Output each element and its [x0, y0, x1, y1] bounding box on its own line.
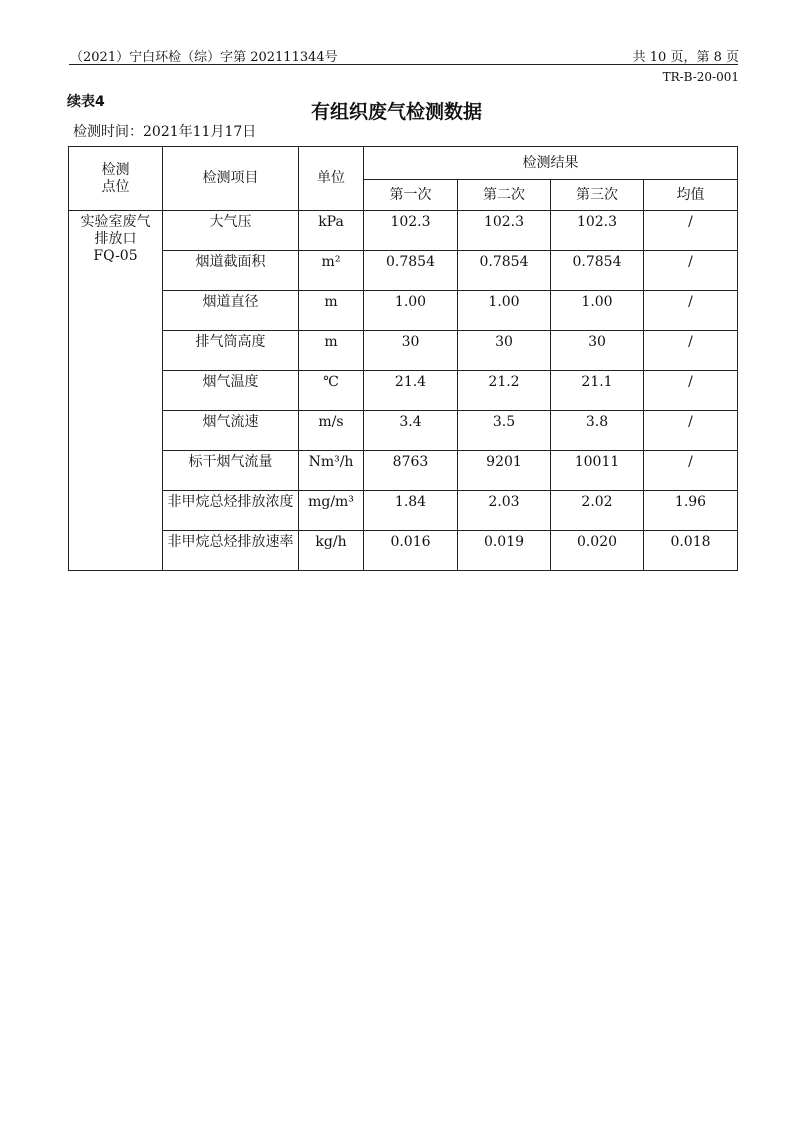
value-cell: 102.3	[551, 211, 644, 251]
item-cell: 排气筒高度	[163, 331, 299, 371]
value-cell: 0.019	[458, 531, 551, 571]
value-cell: 0.7854	[458, 251, 551, 291]
value-cell: 30	[458, 331, 551, 371]
value-cell: 3.8	[551, 411, 644, 451]
table-row	[69, 211, 738, 251]
average-cell: 1.96	[644, 491, 738, 531]
value-cell: 0.016	[364, 531, 458, 571]
value-cell: 102.3	[364, 211, 458, 251]
value-cell: 8763	[364, 451, 458, 491]
value-cell: 0.7854	[551, 251, 644, 291]
location-cell: 实验室废气 排放口 FQ-05	[69, 211, 163, 571]
table-row	[69, 491, 738, 531]
item-cell: 烟道直径	[163, 291, 299, 331]
value-cell: 1.00	[551, 291, 644, 331]
page-info: 共 10 页，第 8 页	[632, 50, 739, 65]
average-cell: /	[644, 211, 738, 251]
value-cell: 21.1	[551, 371, 644, 411]
value-cell: 30	[364, 331, 458, 371]
unit-cell: Nm³/h	[299, 451, 364, 491]
value-cell: 9201	[458, 451, 551, 491]
header-item: 检测项目	[163, 147, 299, 211]
header-location: 检测 点位	[69, 147, 163, 211]
average-cell: /	[644, 331, 738, 371]
test-date: 检测时间：2021年11月17日	[73, 124, 257, 140]
value-cell: 1.00	[458, 291, 551, 331]
value-cell: 30	[551, 331, 644, 371]
header-run-2: 第二次	[458, 180, 551, 211]
table-row	[69, 531, 738, 571]
unit-cell: m	[299, 331, 364, 371]
item-cell: 烟道截面积	[163, 251, 299, 291]
unit-cell: m	[299, 291, 364, 331]
unit-cell: kg/h	[299, 531, 364, 571]
average-cell: /	[644, 451, 738, 491]
item-cell: 标干烟气流量	[163, 451, 299, 491]
table-row	[69, 371, 738, 411]
continuation-label: 续表4	[67, 94, 105, 110]
unit-cell: m/s	[299, 411, 364, 451]
value-cell: 3.4	[364, 411, 458, 451]
unit-cell: ℃	[299, 371, 364, 411]
value-cell: 1.84	[364, 491, 458, 531]
results-table	[68, 146, 738, 571]
table-header-row	[69, 147, 738, 180]
item-cell: 大气压	[163, 211, 299, 251]
unit-cell: kPa	[299, 211, 364, 251]
value-cell: 0.020	[551, 531, 644, 571]
value-cell: 21.4	[364, 371, 458, 411]
table-row	[69, 411, 738, 451]
value-cell: 0.7854	[364, 251, 458, 291]
table-row	[69, 291, 738, 331]
unit-cell: mg/m³	[299, 491, 364, 531]
header-run-1: 第一次	[364, 180, 458, 211]
item-cell: 烟气流速	[163, 411, 299, 451]
average-cell: /	[644, 251, 738, 291]
item-cell: 非甲烷总烃排放浓度	[163, 491, 299, 531]
item-cell: 非甲烷总烃排放速率	[163, 531, 299, 571]
header-run-3: 第三次	[551, 180, 644, 211]
average-cell: 0.018	[644, 531, 738, 571]
document-code: TR-B-20-001	[662, 70, 739, 84]
average-cell: /	[644, 411, 738, 451]
value-cell: 3.5	[458, 411, 551, 451]
header-average: 均值	[644, 180, 738, 211]
value-cell: 21.2	[458, 371, 551, 411]
unit-cell: m²	[299, 251, 364, 291]
average-cell: /	[644, 371, 738, 411]
table-row	[69, 251, 738, 291]
average-cell: /	[644, 291, 738, 331]
header-unit: 单位	[299, 147, 364, 211]
value-cell: 2.03	[458, 491, 551, 531]
page-title: 有组织废气检测数据	[310, 101, 482, 123]
value-cell: 102.3	[458, 211, 551, 251]
value-cell: 2.02	[551, 491, 644, 531]
value-cell: 1.00	[364, 291, 458, 331]
table-row	[69, 331, 738, 371]
report-number: （2021）宁白环检（综）字第 202111344号	[70, 50, 338, 65]
header-divider	[69, 64, 738, 65]
header-results: 检测结果	[364, 147, 738, 180]
table-row	[69, 451, 738, 491]
value-cell: 10011	[551, 451, 644, 491]
item-cell: 烟气温度	[163, 371, 299, 411]
